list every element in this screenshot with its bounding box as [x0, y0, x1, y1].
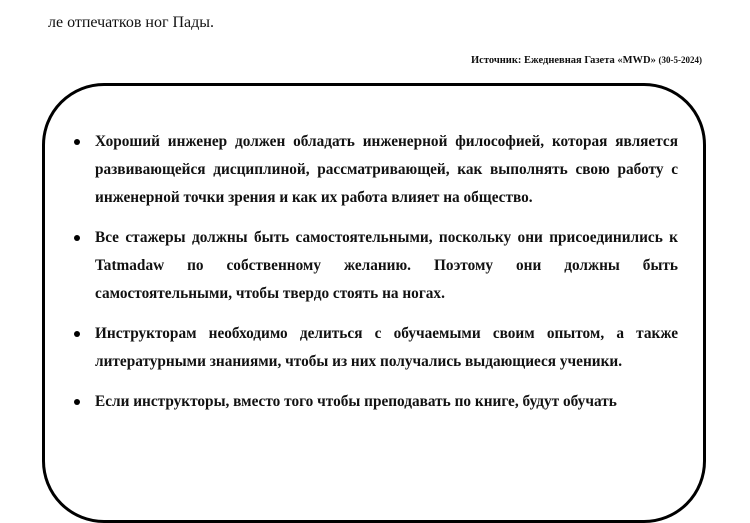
- bullet-dot-icon: [74, 399, 80, 405]
- bullet-text: Если инструкторы, вместо того чтобы преподавать по книге, будут обучать: [95, 393, 617, 410]
- previous-paragraph-end: ле отпечатков ног Пады.: [48, 14, 215, 31]
- source-citation: [471, 52, 702, 69]
- bullet-text: Хороший инженер должен обладать инженерной философией, которая является развивающейся дисциплиной, рассматривающей, как выполнять свою работу с инженерной точки зрения и как их работа влияет на общество.: [95, 133, 678, 206]
- bullet-dot-icon: [74, 331, 80, 337]
- source-text: Источник: Ежедневная Газета «MWD»: [471, 55, 659, 66]
- bullet-list: [0, 128, 750, 428]
- bullet-item: [95, 388, 678, 416]
- source-date: (30-5-2024): [658, 55, 702, 65]
- bullet-text: Все стажеры должны быть самостоятельными, поскольку они присоединились к Tatmadaw по собственному желанию. Поэтому они должны быть самостоятельными, чтобы твердо стоять на ногах.: [95, 229, 678, 302]
- bullet-item: [95, 224, 678, 308]
- bullet-text: Инструкторам необходимо делиться с обучаемыми своим опытом, а также литературными знаниями, чтобы из них получались выдающиеся ученики.: [95, 325, 678, 370]
- bullet-item: [95, 320, 678, 376]
- bullet-dot-icon: [74, 139, 80, 145]
- bullet-dot-icon: [74, 235, 80, 241]
- bullet-item: [95, 128, 678, 212]
